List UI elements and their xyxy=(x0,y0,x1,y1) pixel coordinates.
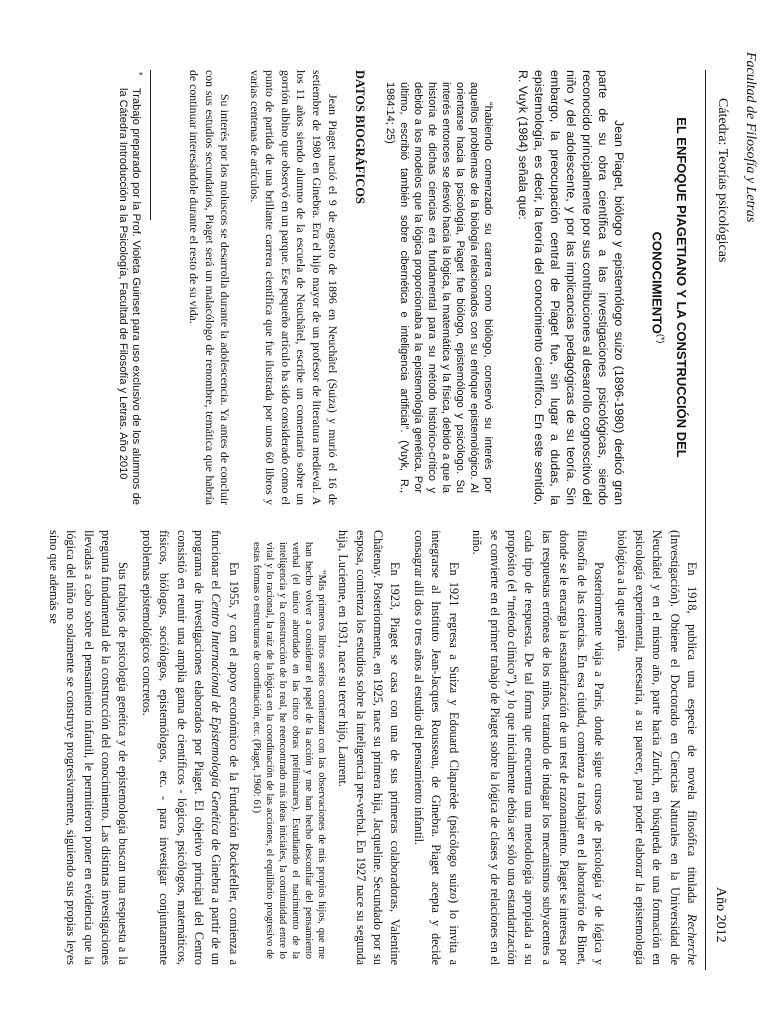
piaget-quote: “Mis primeros libros serios comienzan con las observaciones de mis propios hijos, que me han hecho volver a considerar el papel de la acción y me han hecho desconfiar del pensamiento verbal (el único abordado en las cinco obras preliminares). Estudiando el nacimiento de la inteligencia y la construcción de lo real, he reencontrado mis ideas iniciales, la continuidad entre lo vital y lo racional, la raíz de la lógica en la coordinación de las acciones, el equilibrio progresivo de estas formas o estructuras de coordinación, etc. (Piaget, 1960: 61) xyxy=(250,542,327,959)
title-footnote-ref: (*) xyxy=(656,333,666,344)
biography-paragraph-2: Su interés por los moluscos se desarrolla durante la adolescencia. Ya antes de concluir con sus estudios secundarios, Piaget será un malacólogo de renombre, temática que habría de continuar interesándole durante el resto de su vida. xyxy=(186,70,233,505)
header-chair: Cátedra: Teorías psicológicas xyxy=(715,98,730,263)
paragraph-1918-part-2: (Investigación). Obtiene el Doctorado en Ciencias Naturales en la Universidad de Neuchâtel y en el mismo año, parte hacia Zurich, en búsqueda de una formación en psicología experimental, necesaria, a su parecer, para poder elaborar la epistemología biológica a la que aspira. xyxy=(615,530,682,965)
header-year: Año 2012 xyxy=(713,887,728,943)
title-line-1: EL ENFOQUE PIAGETIANO Y LA CONSTRUCCIÓN DEL xyxy=(674,117,689,458)
paragraph-1923: En 1923, Piaget se casa con una de sus primeras colaboradoras, Valentine Châtenay. Posteriormente, en 1925, nace su primera hija, Jacqueline. Secundado por su esposa, comienza los estudios sobre la inteligencia pre-verbal. En 1927 nace su segunda hija, Lucienne, en 1931, nace su tercer hijo, Laurent. xyxy=(336,530,403,965)
intro-paragraph: Jean Piaget, biólogo y epistemólogo suizo (1896-1980) dedicó gran parte de su obra científica a las investigaciones psicológicas, siendo reconocido principalmente por sus contribuciones al desarrollo cognoscitivo del niño y del adolescente, y por las implicancias pedagógicas de su teoría. Sin embargo, la preocupación central de Piaget fue, sin lugar a dudas, la epistemología, es decir, la teoría del conocimiento científico. En este sentido, R. Vuyk (1984) señala que: xyxy=(515,70,626,505)
biography-paragraph-1: Jean Piaget nació el 9 de agosto de 1896 en Neuchâtel (Suiza) y murió el 16 de setiembre de 1980 en Ginebra. Era el hijo mayor de un profesor de literatura medieval. A los 11 años siendo alumno de la escuela de Neuchâtel, escribe un comentario sobre un gorrión albino que observó en un parque. Ese pequeño artículo ha sido considerado como el punto de partida de una brillante carrera científica que fue ilustrada por unos 60 libros y varias centenas de artículos. xyxy=(247,70,340,505)
header-rule xyxy=(705,70,706,970)
section-heading-biographical: DATOS BIOGRÁFICOS xyxy=(352,70,367,204)
paragraph-genetic-psychology: Sus trabajos de psicología genética y de epistemología buscan una respuesta a la pregunta fundamental de la construcción del conocimiento. Las distintas investigaciones llevadas a cabo sobre el pensamiento infantil, le permitieron poner en evidencia que la lógica del niño no solamente se construye progresivamente, siguiendo sus propias leyes sino que además se xyxy=(46,530,131,965)
footnote-mark: * xyxy=(134,72,145,76)
paragraph-1955-part-1: En 1955, y con el apoyo económico de la Fundación Rockefeller, comienza a funcionar el xyxy=(209,530,241,965)
title-line-2: CONOCIMIENTO xyxy=(649,231,665,334)
paragraph-1955-part-2: de Ginebra a partir de un programa de investigaciones elaborados por Piaget. El objetivo principal del Centro consistió en reunir una amplia gama de científicos - lógicos, psicólogos, matemáticos, físicos, biólogos, sociólogos, epistemólogos, etc. - para investigar conjuntamente problemas epistemológicos concretos. xyxy=(139,530,224,965)
document-title xyxy=(647,70,691,505)
header-faculty: Facultad de Filosofía y Letras xyxy=(743,52,758,223)
left-column xyxy=(115,70,700,505)
vuyk-quote: “habiendo comenzado su carrera como biólogo, conservó su interés por aquellos problemas de la biología relacionados con su enfoque epistemológico. Al orientarse hacia la psicología, Piaget fue biólogo, epistemólogo y psicólogo. Su interés entonces se desvió hacia la lógica, la matemática y la física, debido a que la historia de dichas ciencias era fundamental para su método histórico-crítico y debido a los modelos que la lógica proporcionaba a la epistemología genética. Por último, escribió también sobre cibernética e inteligencia artificial”. (Vuyk, R., 1984:14; 25) xyxy=(383,82,494,493)
footnote-text: Trabajo preparado por la Prof. Violeta Guinset para uso exclusivo de los alumnos de la Cátedra Introducción a la Psicología, Facultad de Filosofía y Letras. Año 2010 xyxy=(116,88,143,505)
right-column xyxy=(38,530,700,965)
recherche-title: Recherche xyxy=(685,914,699,965)
center-name: Centro Internacional de Epistemología Genética xyxy=(209,593,224,835)
paragraph-1921: En 1921 regresa a Suiza y Edouard Claparède (psicólogo suizo) lo invita a integrarse al Instituto Jean-Jacques Rousseau, de Ginebra. Piaget acepta y decide consagrar allí dos o tres años al estudio del pensamiento infantil. xyxy=(411,530,461,965)
footnote-rule xyxy=(150,70,151,220)
paragraph-1918-part-1: En 1918, publica una especie de novela filosófica titulada xyxy=(685,562,699,915)
footnote xyxy=(115,70,145,505)
paragraph-1918 xyxy=(613,530,700,965)
paragraph-paris: Posteriormente viaja a París, donde sigue cursos de psicología y de lógica y filosofía de las ciencias. En esa ciudad, comienza a trabajar en el laboratorio de Binet, donde se le encarga la estandarización de un test de razonamiento. Piaget se interesa por las respuestas erróneas de los niños, tratando de indagar los mecanismos subyacentes a cada tipo de respuesta. De tal forma que encuentra una metodología apropiada a su propósito (el “método clínico”), y lo que inicialmente debía ser sólo una estandarización se convierte en el primer trabajo de Piaget sobre la lógica de clases y de relaciones en el niño. xyxy=(470,530,606,965)
paragraph-1955 xyxy=(137,530,241,965)
